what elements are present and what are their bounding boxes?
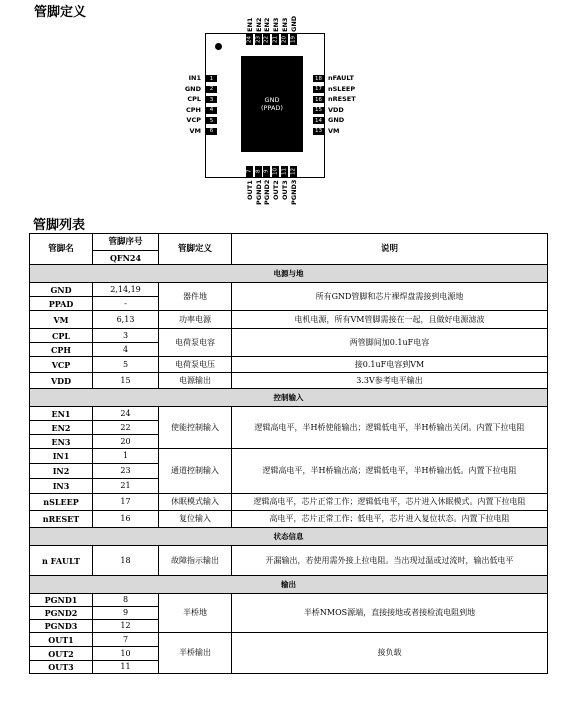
pin-def: 器件地 <box>159 283 232 311</box>
section-title-pin-list: 管脚列表 <box>33 218 86 233</box>
pin-number: 5 <box>93 357 159 373</box>
pin-def: 休眠模式输入 <box>159 494 232 511</box>
pin-number: 22 <box>93 421 159 435</box>
pin-desc: 接负载 <box>232 633 548 674</box>
pin-label: OUT2 <box>272 180 281 200</box>
pin-number: 20 <box>93 435 159 449</box>
pin1-marker-icon <box>215 43 222 50</box>
pin-name: PGND1 <box>30 594 93 607</box>
qfn24-package-diagram <box>205 33 325 178</box>
pin-name: GND <box>30 283 93 297</box>
pin-number: 23 <box>93 464 159 479</box>
pin-label: nSLEEP <box>328 84 356 93</box>
pin-number-box: 20 <box>281 36 288 43</box>
pin-number: 21 <box>93 479 159 494</box>
pin-number-box: 9 <box>263 166 270 177</box>
pin-number-box: 7 <box>246 166 253 177</box>
pin-number: 15 <box>93 373 159 389</box>
pin-desc: 两管脚间加0.1uF电容 <box>232 329 548 357</box>
pin-name: OUT2 <box>30 647 93 661</box>
pin-number: 2,14,19 <box>93 283 159 297</box>
pin-label: PGND2 <box>263 180 272 206</box>
pin-number-box: 4 <box>206 107 217 114</box>
pin-number-box: 16 <box>315 96 322 103</box>
pin-number: 6,13 <box>93 311 159 329</box>
pin-name: PGND3 <box>30 620 93 633</box>
pin-number-box: 11 <box>281 168 288 175</box>
pin-number-box: 5 <box>206 117 217 124</box>
pin-number-box: 19 <box>290 36 296 43</box>
pin-label: EN2 <box>254 17 263 32</box>
pin-desc: 开漏输出，若使用需外接上拉电阻。当出现过温或过流时，输出低电平 <box>232 546 548 576</box>
pin-label: VM <box>328 126 340 135</box>
pin-label: PGND3 <box>289 180 298 206</box>
pin-number-box: 2 <box>206 86 217 93</box>
pin-name: VDD <box>30 373 93 389</box>
pin-label: EN3 <box>272 17 281 32</box>
pin-label: EN3 <box>280 17 289 32</box>
pin-desc: 接0.1uF电容到VM <box>232 357 548 373</box>
col-header-package: QFN24 <box>93 251 159 265</box>
pin-def: 功率电源 <box>159 311 232 329</box>
pin-number: 7 <box>93 633 159 647</box>
pin-number-box: 6 <box>206 128 217 135</box>
pin-number-box: 15 <box>315 107 322 113</box>
pin-def: 复位输入 <box>159 511 232 528</box>
section-power: 电源与地 <box>30 265 548 283</box>
pin-desc: 逻辑高电平，半H桥使能输出；逻辑低电平，半H桥输出关闭。内置下拉电阻 <box>232 407 548 449</box>
pin-name: IN2 <box>30 464 93 479</box>
pin-name: CPL <box>30 329 93 343</box>
pin-number-box: 23 <box>255 36 262 43</box>
section-title-pin-definition: 管脚定义 <box>34 5 87 20</box>
pin-label: VM <box>189 126 201 135</box>
pin-def: 半桥输出 <box>159 633 232 674</box>
pin-number-box: 22 <box>263 36 270 43</box>
pin-name: CPH <box>30 343 93 357</box>
pin-name: EN1 <box>30 407 93 421</box>
pin-number: 17 <box>93 494 159 511</box>
pin-desc: 电机电源，所有VM管脚需接在一起，且做好电源滤波 <box>232 311 548 329</box>
exposed-pad <box>241 56 303 152</box>
col-header-seq: 管脚序号 <box>93 234 159 251</box>
pin-number: - <box>93 297 159 311</box>
pin-def: 故障指示输出 <box>159 546 232 576</box>
col-header-name: 管脚名 <box>30 234 93 265</box>
pin-name: nRESET <box>30 511 93 528</box>
section-output: 输出 <box>30 576 548 594</box>
pin-name: nSLEEP <box>30 494 93 511</box>
pin-number: 16 <box>93 511 159 528</box>
pin-def: 电荷泵电容 <box>159 329 232 357</box>
pin-label: nRESET <box>328 95 356 103</box>
pin-desc: 高电平，芯片正常工作；低电平，芯片进入复位状态。内置下拉电阻 <box>232 511 548 528</box>
pin-number-box: 10 <box>272 168 279 175</box>
pin-name: IN3 <box>30 479 93 494</box>
pin-number-box: 14 <box>315 117 322 124</box>
pad-label: GND <box>264 96 280 104</box>
pin-table <box>29 233 548 674</box>
pin-number-box: 8 <box>255 166 262 177</box>
pin-label: VDD <box>328 105 344 114</box>
pin-name: PPAD <box>30 297 93 311</box>
pin-label: VCP <box>186 116 201 124</box>
pin-def: 使能控制输入 <box>159 407 232 449</box>
pin-label: GND <box>184 84 201 93</box>
pin-number-box: 3 <box>206 96 217 103</box>
pin-name: OUT1 <box>30 633 93 647</box>
pin-label: CPL <box>187 95 201 103</box>
pin-def: 通道控制输入 <box>159 449 232 494</box>
pin-name: n FAULT <box>30 546 93 576</box>
pin-number: 9 <box>93 607 159 620</box>
col-header-desc: 说明 <box>232 234 548 265</box>
pin-label: GND <box>289 15 298 32</box>
pin-number: 11 <box>93 661 159 674</box>
pin-number: 12 <box>93 620 159 633</box>
pin-desc: 逻辑高电平，半H桥输出高；逻辑低电平，半H桥输出低。内置下拉电阻 <box>232 449 548 494</box>
pin-label: IN1 <box>188 74 201 82</box>
pin-number-box: 1 <box>206 75 217 82</box>
pin-number-box: 18 <box>315 75 322 82</box>
pin-label: PGND1 <box>254 180 263 206</box>
pin-label: GND <box>328 116 345 124</box>
section-control: 控制输入 <box>30 389 548 407</box>
pin-number: 18 <box>93 546 159 576</box>
pin-number-box: 24 <box>246 36 253 43</box>
pin-number: 8 <box>93 594 159 607</box>
pin-def: 电荷泵电压 <box>159 357 232 373</box>
pin-name: IN1 <box>30 449 93 464</box>
pin-name: VCP <box>30 357 93 373</box>
pad-sublabel: (PPAD) <box>261 104 283 112</box>
pin-label: CPH <box>186 105 201 114</box>
pin-label: OUT3 <box>280 180 289 200</box>
pin-def: 半桥地 <box>159 594 232 633</box>
pin-desc: 所有GND管脚和芯片裸焊盘需接到电源地 <box>232 283 548 311</box>
pin-desc: 3.3V参考电平输出 <box>232 373 548 389</box>
pin-label: EN1 <box>246 17 254 32</box>
pin-name: PGND2 <box>30 607 93 620</box>
col-header-def: 管脚定义 <box>159 234 232 265</box>
pin-name: OUT3 <box>30 661 93 674</box>
pin-number: 24 <box>93 407 159 421</box>
pin-desc: 半桥NMOS源端，直接接地或者接检流电阻到地 <box>232 594 548 633</box>
pin-name: VM <box>30 311 93 329</box>
pin-label: nFAULT <box>328 74 354 82</box>
pin-number-box: 17 <box>315 86 322 92</box>
pin-number-box: 13 <box>315 128 322 134</box>
pin-number: 4 <box>93 343 159 357</box>
pin-number-box: 21 <box>272 36 279 43</box>
section-status: 状态信息 <box>30 528 548 546</box>
pin-label: OUT1 <box>246 180 254 200</box>
pin-name: EN2 <box>30 421 93 435</box>
pin-number-box: 12 <box>290 168 296 175</box>
pin-desc: 逻辑高电平，芯片正常工作；逻辑低电平，芯片进入休眠模式。内置下拉电阻 <box>232 494 548 511</box>
pin-label: EN2 <box>263 17 272 32</box>
pin-def: 电源输出 <box>159 373 232 389</box>
pin-number: 3 <box>93 329 159 343</box>
pin-name: EN3 <box>30 435 93 449</box>
pin-number: 1 <box>93 449 159 464</box>
pin-number: 10 <box>93 647 159 661</box>
